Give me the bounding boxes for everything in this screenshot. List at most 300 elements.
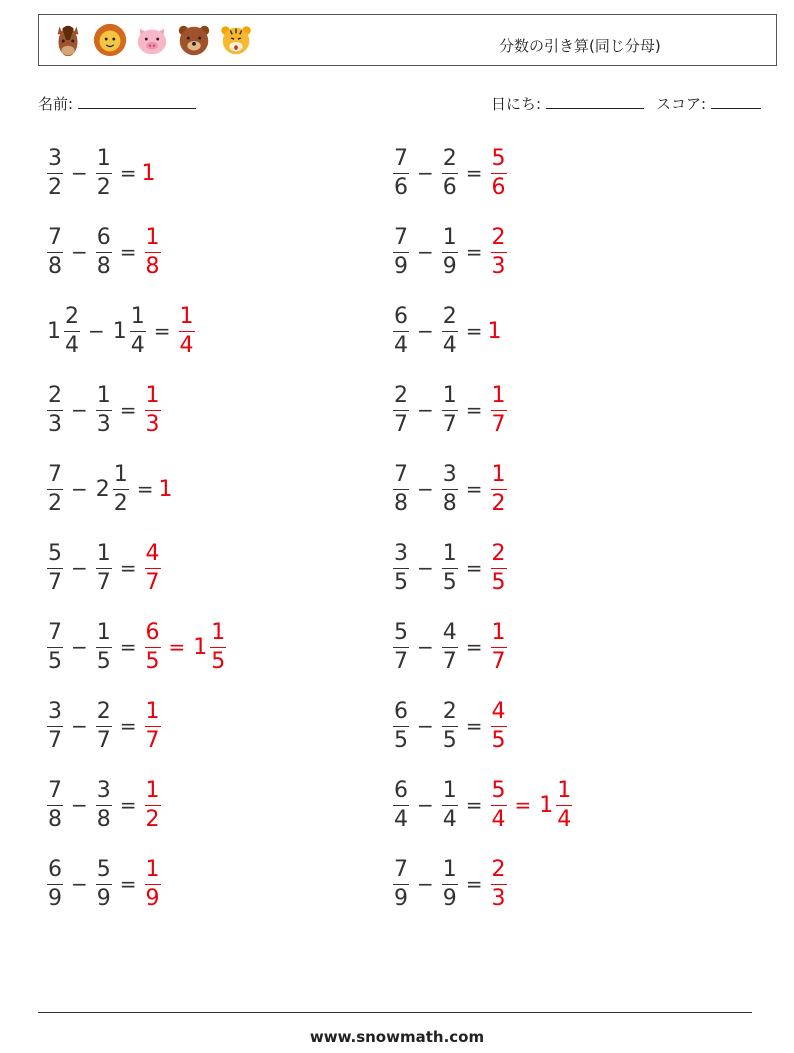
number [44,777,66,832]
numerator: 7 [394,224,408,250]
denominator: 4 [179,332,194,358]
animal-icons [49,21,255,59]
numerator: 2 [491,856,506,882]
minus-sign: − [417,714,434,738]
numerator: 2 [394,382,408,408]
denominator: 7 [442,411,457,437]
minus-sign: − [71,714,88,738]
fraction [210,619,226,674]
number [93,856,115,911]
number [142,224,164,279]
fraction [96,856,112,911]
number [488,145,510,200]
name-label: 名前: [38,95,74,113]
fraction [96,145,112,200]
answer [142,619,230,674]
denominator: 3 [491,885,506,911]
denominator: 5 [394,569,408,595]
denominator: 8 [48,253,62,279]
answer [488,540,510,595]
whole-number: 1 [158,476,173,502]
fraction [113,461,129,516]
tiger-icon [217,21,255,59]
number [390,145,412,200]
number [488,382,510,437]
number [488,319,502,344]
problem-18 [390,775,575,835]
numerator: 1 [130,303,145,329]
numerator: 7 [394,856,408,882]
fraction [393,145,409,200]
minus-sign: − [71,398,88,422]
fraction [442,777,458,832]
equals-sign: = [465,319,483,343]
minus-sign: − [417,872,434,896]
number [390,856,412,911]
number [93,461,132,516]
denominator: 5 [442,569,457,595]
equals-sign: = [119,793,137,817]
denominator: 2 [48,174,62,200]
denominator: 6 [491,174,506,200]
problem-3 [44,222,164,282]
date-blank[interactable] [546,94,644,109]
denominator: 9 [96,885,111,911]
minus-sign: − [417,240,434,264]
footer-site: www.snowmath.com [309,1028,485,1046]
numerator: 7 [48,777,62,803]
fraction [556,777,572,832]
numerator: 5 [491,145,506,171]
numerator: 1 [113,461,128,487]
numerator: 7 [48,224,62,250]
numerator: 4 [491,698,506,724]
number [142,619,164,674]
fraction [442,540,458,595]
answer [142,382,164,437]
fraction [145,856,161,911]
equals-sign: = [119,872,137,896]
number [439,382,461,437]
answer [488,461,510,516]
equals-sign: = [119,635,137,659]
denominator: 4 [442,806,457,832]
minus-sign: − [71,793,88,817]
number [93,777,115,832]
denominator: 8 [145,253,160,279]
fraction [491,461,507,516]
equals-sign: = [465,240,483,264]
answer [488,777,576,832]
numerator: 1 [96,540,111,566]
number [142,698,164,753]
answer [488,145,510,200]
denominator: 7 [48,727,62,753]
minus-sign: − [71,635,88,659]
fraction [442,619,458,674]
problem-14 [390,617,510,677]
denominator: 4 [557,806,572,832]
denominator: 2 [96,174,111,200]
numerator: 6 [394,777,408,803]
numerator: 1 [96,619,111,645]
fraction [47,224,63,279]
denominator: 3 [48,411,62,437]
problem-12 [390,538,510,598]
equals-sign: = [119,556,137,580]
numerator: 4 [442,619,457,645]
fraction [179,303,195,358]
numerator: 1 [211,619,226,645]
score-label: スコア: [656,95,707,113]
minus-sign: − [71,556,88,580]
equals-sign: = [465,793,483,817]
fraction [96,619,112,674]
denominator: 5 [491,727,506,753]
denominator: 7 [96,569,111,595]
answer [142,161,156,186]
equals-sign: = [465,714,483,738]
number [44,461,66,516]
number [44,540,66,595]
numerator: 1 [491,461,506,487]
answer [488,698,510,753]
fraction [64,303,80,358]
number [93,698,115,753]
numerator: 1 [491,619,506,645]
numerator: 7 [48,619,62,645]
denominator: 5 [394,727,408,753]
number [93,382,115,437]
equals-sign: = [119,240,137,264]
fraction [491,382,507,437]
answer [488,319,502,344]
fraction [393,382,409,437]
numerator: 6 [96,224,111,250]
number [93,224,115,279]
denominator: 9 [442,885,457,911]
denominator: 7 [145,727,160,753]
numerator: 2 [442,303,457,329]
number [439,303,461,358]
fraction [145,540,161,595]
minus-sign: − [71,161,88,185]
horse-icon [49,21,87,59]
numerator: 6 [394,698,408,724]
denominator: 3 [491,253,506,279]
fraction [442,145,458,200]
number [488,698,510,753]
numerator: 7 [48,461,62,487]
whole-part: 2 [95,476,110,502]
footer-divider [38,1012,752,1013]
number [142,777,164,832]
equals-sign: = [153,319,171,343]
denominator: 9 [48,885,62,911]
denominator: 4 [65,332,79,358]
number [142,540,164,595]
whole-part: 1 [539,792,554,818]
fraction [145,382,161,437]
number [488,619,510,674]
number [44,698,66,753]
fraction [47,856,63,911]
denominator: 9 [145,885,160,911]
fraction [442,224,458,279]
minus-sign: − [417,477,434,501]
numerator: 1 [442,777,457,803]
number [488,856,510,911]
denominator: 3 [96,411,111,437]
denominator: 4 [394,806,408,832]
problem-9 [44,459,173,519]
answer [159,477,173,502]
fraction [47,461,63,516]
number [488,540,510,595]
answer [176,303,198,358]
problem-6 [390,301,502,361]
numerator: 5 [96,856,111,882]
fraction [491,777,507,832]
fraction [393,461,409,516]
numerator: 6 [145,619,160,645]
denominator: 7 [491,411,506,437]
number [390,461,412,516]
whole-part: 1 [112,318,127,344]
numerator: 2 [442,698,457,724]
numerator: 2 [65,303,79,329]
number [439,224,461,279]
numerator: 7 [394,461,408,487]
denominator: 5 [96,648,111,674]
numerator: 1 [442,540,457,566]
numerator: 1 [96,145,111,171]
fraction [393,856,409,911]
numerator: 3 [48,698,62,724]
score-blank[interactable] [711,94,761,109]
answer [488,382,510,437]
denominator: 4 [394,332,408,358]
number [390,303,412,358]
equals-sign: = [465,477,483,501]
fraction [442,698,458,753]
number [488,777,510,832]
denominator: 4 [491,806,506,832]
numerator: 2 [491,224,506,250]
answer [142,777,164,832]
numerator: 1 [96,382,111,408]
fraction [47,619,63,674]
denominator: 5 [442,727,457,753]
problem-11 [44,538,164,598]
equals-sign: = [119,714,137,738]
numerator: 1 [442,382,457,408]
answer [142,698,164,753]
pig-icon [133,21,171,59]
fraction [491,145,507,200]
number [439,698,461,753]
answer [488,224,510,279]
fraction [145,777,161,832]
numerator: 7 [394,145,408,171]
number [44,382,66,437]
whole-number: 1 [487,318,502,344]
number [439,145,461,200]
numerator: 1 [145,382,160,408]
fraction [491,540,507,595]
numerator: 6 [394,303,408,329]
equals-sign: = [465,872,483,896]
fraction [145,224,161,279]
denominator: 7 [96,727,111,753]
problem-1 [44,143,156,203]
answer [142,856,164,911]
problem-8 [390,380,510,440]
fraction [130,303,146,358]
problem-19 [44,854,164,914]
worksheet-header [38,14,777,66]
denominator: 8 [442,490,457,516]
number [44,619,66,674]
numerator: 5 [491,777,506,803]
denominator: 5 [145,648,160,674]
denominator: 8 [96,253,111,279]
denominator: 4 [130,332,145,358]
number [44,145,66,200]
minus-sign: − [417,635,434,659]
lion-icon [91,21,129,59]
numerator: 1 [145,777,160,803]
answer [488,856,510,911]
numerator: 1 [491,382,506,408]
numerator: 2 [442,145,457,171]
denominator: 2 [491,490,506,516]
answer [142,540,164,595]
minus-sign: − [417,319,434,343]
fraction [393,224,409,279]
problem-10 [390,459,510,519]
fraction [393,777,409,832]
number [488,224,510,279]
number [439,856,461,911]
number [176,303,198,358]
equals-sign: = [465,398,483,422]
fraction [145,619,161,674]
fraction [442,461,458,516]
number [142,382,164,437]
denominator: 6 [394,174,408,200]
number [439,619,461,674]
fraction [491,856,507,911]
denominator: 8 [96,806,111,832]
number [390,777,412,832]
problem-13 [44,617,229,677]
number [159,477,173,502]
denominator: 6 [442,174,457,200]
numerator: 3 [48,145,62,171]
denominator: 3 [145,411,160,437]
number [44,303,83,358]
problem-4 [390,222,510,282]
number [190,619,229,674]
answer [142,224,164,279]
whole-number: 1 [141,160,156,186]
denominator: 7 [48,569,62,595]
name-blank[interactable] [78,94,196,109]
date-label: 日にち: [491,95,542,113]
bear-icon [175,21,213,59]
denominator: 7 [394,648,408,674]
number [536,777,575,832]
fraction [491,224,507,279]
problem-16 [390,696,510,756]
number [439,461,461,516]
date-field [491,93,644,114]
numerator: 3 [96,777,111,803]
equals-sign: = [465,635,483,659]
number [44,856,66,911]
number [390,382,412,437]
denominator: 8 [48,806,62,832]
numerator: 2 [491,540,506,566]
fraction [442,382,458,437]
fraction [47,382,63,437]
denominator: 5 [491,569,506,595]
equals-sign: = [465,556,483,580]
numerator: 1 [557,777,572,803]
number [390,224,412,279]
denominator: 4 [442,332,457,358]
numerator: 4 [145,540,160,566]
number [390,698,412,753]
minus-sign: − [417,398,434,422]
minus-sign: − [71,477,88,501]
numerator: 1 [442,856,457,882]
number [93,540,115,595]
numerator: 2 [96,698,111,724]
numerator: 1 [145,698,160,724]
minus-sign: − [88,319,105,343]
number [142,161,156,186]
fraction [96,698,112,753]
equals-sign: = [514,793,532,817]
denominator: 9 [394,253,408,279]
numerator: 1 [145,856,160,882]
numerator: 1 [179,303,194,329]
equals-sign: = [168,635,186,659]
numerator: 5 [48,540,62,566]
fraction [393,619,409,674]
problem-17 [44,775,164,835]
fraction [96,382,112,437]
denominator: 7 [491,648,506,674]
number [93,619,115,674]
number [439,540,461,595]
equals-sign: = [465,161,483,185]
fraction [145,698,161,753]
denominator: 5 [48,648,62,674]
minus-sign: − [71,872,88,896]
fraction [47,698,63,753]
fraction [393,698,409,753]
denominator: 9 [442,253,457,279]
fraction [96,540,112,595]
problem-20 [390,854,510,914]
number [439,777,461,832]
numerator: 5 [394,619,408,645]
numerator: 2 [48,382,62,408]
answer [488,619,510,674]
